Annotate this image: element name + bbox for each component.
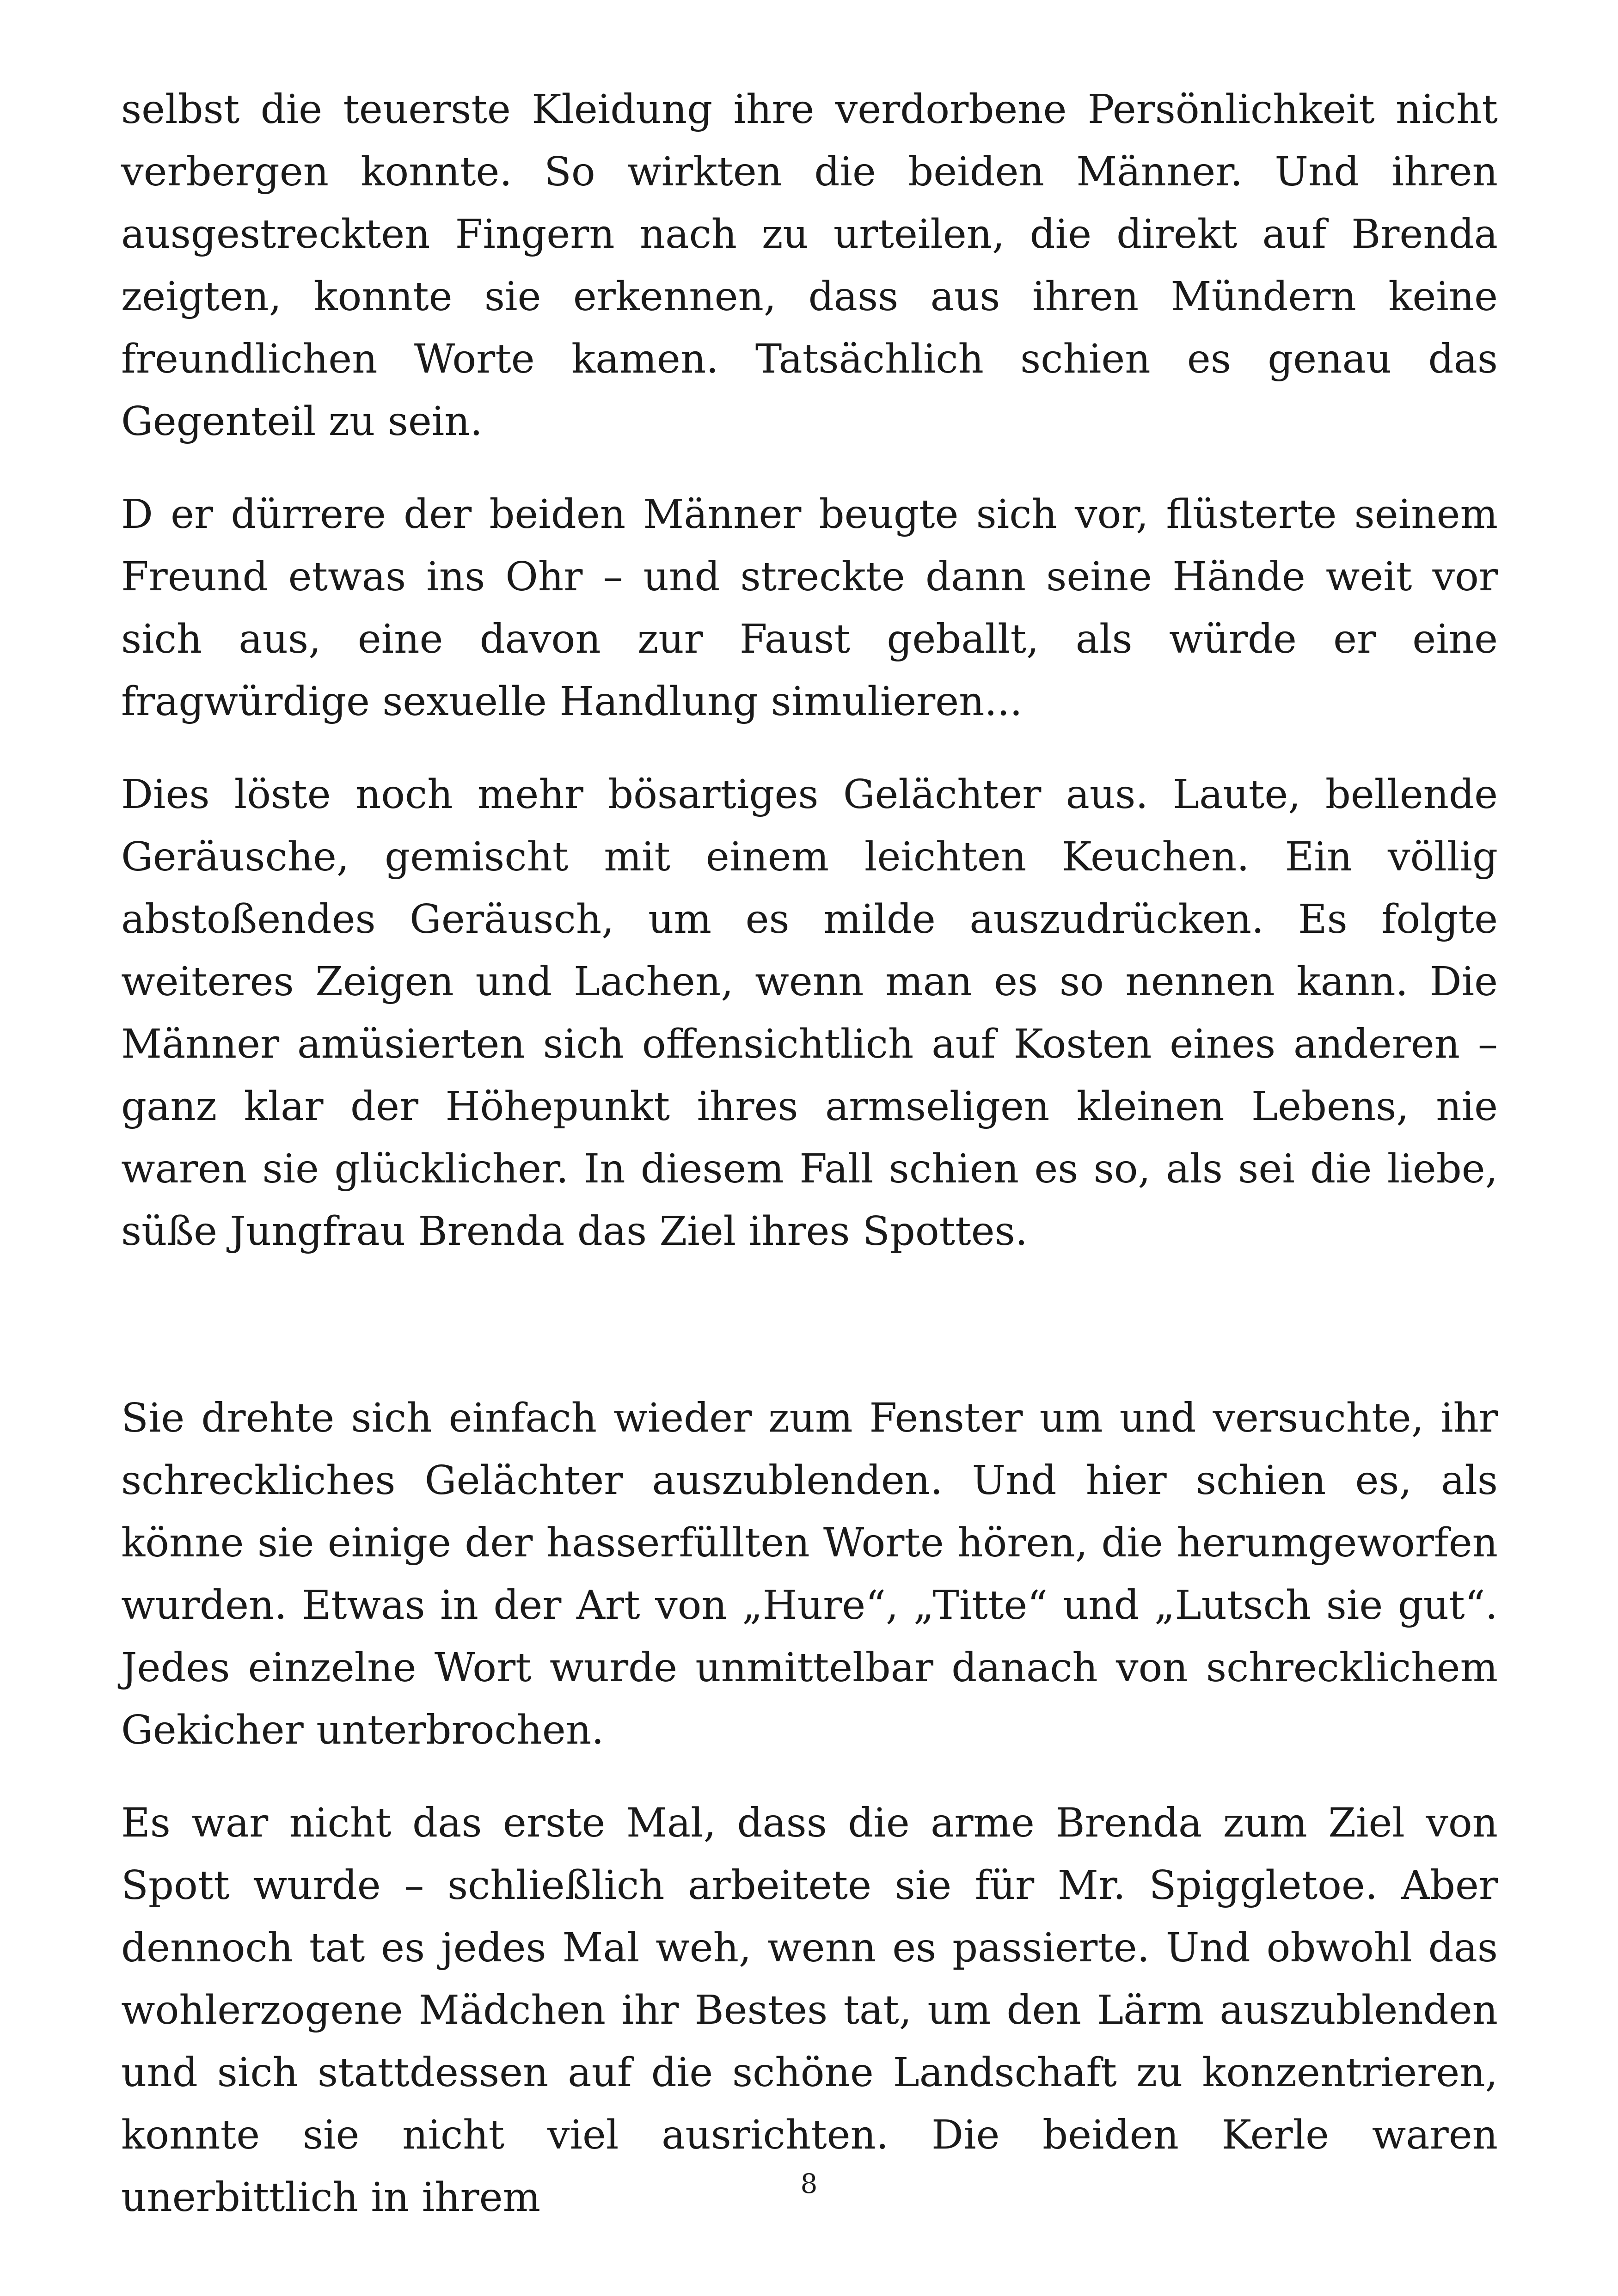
paragraph-3: Dies löste noch mehr bösartiges Gelächter aus. Laute, bellende Geräusche, gemischt mit einem leichten Keuchen. Ein völlig abstoßendes Geräusch, um es milde auszudrücken. Es folgte weiteres Zeigen und Lachen, wenn man es so nennen kann. Die Männer amüsierten sich offensichtlich auf Kosten eines anderen – ganz klar der Höhepunkt ihres armseligen kleinen Lebens, nie waren sie glücklicher. In diesem Fall schien es so, als sei die liebe, süße Jungfrau Brenda das Ziel ihres Spottes. bbox=[121, 771, 1498, 1255]
paragraph-4: Sie drehte sich einfach wieder zum Fenster um und versuchte, ihr schreckliches Gelächter auszublenden. Und hier schien es, als könne sie einige der hasserfüllten Worte hören, die herumgeworfen wurden. Etwas in der Art von „Hure“, „Titte“ und „Lutsch sie gut“. Jedes einzelne Wort wurde unmittelbar danach von schrecklichem Gekicher unterbrochen. bbox=[121, 1395, 1498, 1753]
paragraph-1: selbst die teuerste Kleidung ihre verdorbene Persönlichkeit nicht verbergen konnte. So wirkten die beiden Männer. Und ihren ausgestreckten Fingern nach zu urteilen, die direkt auf Brenda zeigten, konnte sie erkennen, dass aus ihren Mündern keine freundlichen Worte kamen. Tatsächlich schien es genau das Gegenteil zu sein. bbox=[121, 86, 1498, 445]
paragraph-5: Es war nicht das erste Mal, dass die arme Brenda zum Ziel von Spott wurde – schließlich arbeitete sie für Mr. Spiggletoe. Aber dennoch tat es jedes Mal weh, wenn es passierte. Und obwohl das wohlerzogene Mädchen ihr Bestes tat, um den Lärm auszublenden und sich stattdessen auf die schöne Landschaft zu konzentrieren, konnte sie nicht viel ausrichten. Die beiden Kerle waren unerbittlich in ihrem bbox=[121, 1800, 1498, 2221]
paragraph-2: D er dürrere der beiden Männer beugte sich vor, flüsterte seinem Freund etwas ins Ohr – und streckte dann seine Hände weit vor sich aus, eine davon zur Faust geballt, als würde er eine fragwürdige sexuelle Handlung simulieren... bbox=[121, 491, 1498, 725]
body-text bbox=[121, 79, 1498, 2229]
page-number: 8 bbox=[800, 2168, 818, 2199]
